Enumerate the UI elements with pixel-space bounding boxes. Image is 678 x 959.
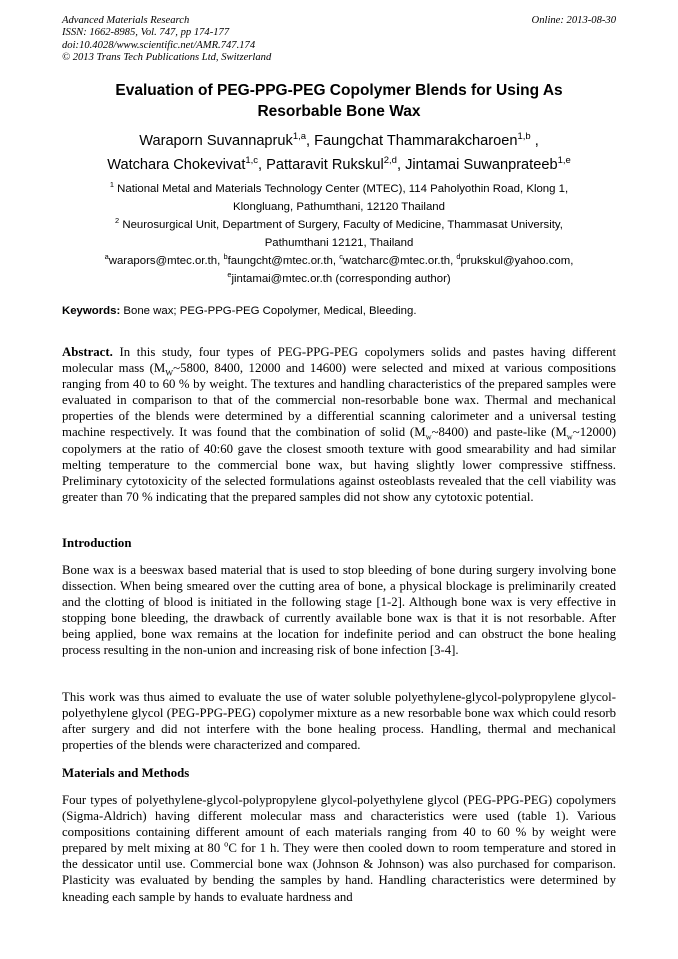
abstract-label: Abstract. <box>62 345 113 359</box>
author-name: Pattaravit Rukskul <box>266 157 384 173</box>
running-header <box>62 15 616 65</box>
author-affiliation-mark: 1,a <box>292 131 307 143</box>
methods-heading: Materials and Methods <box>62 766 190 780</box>
email-d: prukskul@yahoo.com, <box>460 255 574 267</box>
affiliation-2-line-2: Pathumthani 12121, Thailand <box>264 236 414 249</box>
author-name: Jintamai Suwanprateeb <box>405 157 558 173</box>
title-line-1: Evaluation of PEG-PPG-PEG Copolymer Blends for Using As <box>115 82 563 99</box>
emails-line-1 <box>62 253 616 271</box>
author-affiliation-mark: 1,e <box>557 155 571 167</box>
email-mark: c <box>339 252 343 262</box>
affiliation-text: National Metal and Materials Technology Center (MTEC), 114 Paholyothin Road, Klong 1, <box>113 183 569 195</box>
issn-info: ISSN: 1662-8985, Vol. 747, pp 174-177 <box>62 27 230 39</box>
introduction-heading: Introduction <box>62 536 132 550</box>
keywords-text: Bone wax; PEG-PPG-PEG Copolymer, Medical, Bleeding. <box>120 305 417 317</box>
subscript: W <box>165 368 174 378</box>
affiliation-1-line-1 <box>62 181 616 199</box>
author-separator: , <box>306 133 315 149</box>
author-line-1 <box>62 129 616 153</box>
email-mark: a <box>104 252 109 262</box>
author-name: Faungchat Thammarakcharoen <box>314 133 518 149</box>
email-b: faungcht@mtec.or.th, <box>227 255 340 267</box>
doi-info: doi:10.4028/www.scientific.net/AMR.747.174 <box>62 39 256 51</box>
subscript: w <box>425 433 432 443</box>
author-affiliation-mark: 1,c <box>245 155 259 167</box>
affiliation-number: 1 <box>109 180 114 190</box>
abstract-text: ~8400) and paste-like (M <box>431 425 567 440</box>
author-separator: , <box>530 133 539 149</box>
email-mark: d <box>456 252 461 262</box>
methods-text: Four types of polyethylene-glycol-polypropylene glycol-polyethylene glycol (PEG-PPG-PEG) copolymers (Sigma-Aldrich) having different molecular mass and characteristics were used (table 1). Various compositions containing different amount of each materials ranging from 40 to 60 % by weight were prepared by melt mixing at 80 <box>62 793 616 856</box>
affiliation-1 <box>62 181 616 216</box>
keywords <box>62 304 616 319</box>
affiliation-1-line-2: Klongluang, Pathumthani, 12120 Thailand <box>233 200 445 213</box>
abstract-text: ~12000) copolymers at the ratio of 40:60 gave the closest smooth texture with good smearability and had similar melting temperature to the commercial bone wax, but having slightly lower compressive stiffness. Preliminary cytotoxicity of the selected formulations against osteoblasts revealed that the cell viability was greater than 70 % indicating that the prepared samples did not show any cytotoxic potential. <box>62 425 616 504</box>
copyright-info: © 2013 Trans Tech Publications Ltd, Switzerland <box>62 52 272 64</box>
email-mark: b <box>223 252 228 262</box>
email-e: jintamai@mtec.or.th (corresponding author) <box>231 272 451 285</box>
methods-paragraph <box>62 792 616 905</box>
author-separator: , <box>258 157 267 173</box>
abstract-text: In this study, four types of PEG-PPG-PEG copolymers solids and pastes having different molecular mass (M <box>62 345 616 376</box>
author-emails <box>62 253 616 288</box>
emails-line-2 <box>62 271 616 289</box>
journal-name: Advanced Materials Research <box>62 15 190 26</box>
affiliation-2 <box>62 217 616 252</box>
email-mark: e <box>227 269 232 279</box>
affiliation-text: Neurosurgical Unit, Department of Surgery, Faculty of Medicine, Thammasat University, <box>119 219 563 231</box>
affiliation-number: 2 <box>115 216 120 226</box>
author-name: Watchara Chokevivat <box>107 157 246 173</box>
subscript: w <box>566 433 573 443</box>
introduction-paragraph-2: This work was thus aimed to evaluate the use of water soluble polyethylene-glycol-polypropylene glycol-polyethylene glycol (PEG-PPG-PEG) copolymer mixture as a new resorbable bone wax which could resorb after surgery and did not interfere with the bone healing process. Handling, thermal and mechanical properties of the blends were characterized and compared. <box>62 690 616 753</box>
degree-mark: o <box>224 840 229 850</box>
title-line-2: Resorbable Bone Wax <box>257 103 421 120</box>
author-affiliation-mark: 1,b <box>517 131 531 143</box>
author-name: Waraporn Suvannapruk <box>139 133 293 149</box>
author-list <box>62 129 616 177</box>
methods-text: C for 1 h. They were then cooled down to room temperature and stored in the dessicator until use. Commercial bone wax (Johnson & Johnson) was also purchased for comparison. Plasticity was evaluated by bending the samples by hand. Handling characteristics were determined by kneading each sample by hands to evaluate hardness and <box>62 841 616 904</box>
email-a: warapors@mtec.or.th, <box>108 255 224 267</box>
author-affiliation-mark: 2,d <box>383 155 397 167</box>
abstract-paragraph <box>62 344 616 505</box>
paper-title <box>62 80 616 122</box>
introduction-paragraph-1: Bone wax is a beeswax based material that is used to stop bleeding of bone during surgery involving bone dissection. When being smeared over the cutting area of bone, a physical blockage is preliminarily created and the clotting of blood is initiated in the following stage [1-2]. Although bone wax is very effective in stopping bone bleeding, the drawback of currently available bone wax is that it is not resorbable. After being applied, bone wax remains at the location for indefinite period and can obstruct the bone healing process resulting in the non-union and increasing risk of bone infection [3-4]. <box>62 563 616 658</box>
keywords-label: Keywords: <box>62 305 121 317</box>
email-c: watcharc@mtec.or.th, <box>342 255 457 267</box>
author-line-2 <box>62 153 616 177</box>
abstract-text: ~5800, 8400, 12000 and 14600) were selected and mixed at various compositions ranging from 40 to 60 % by weight. The textures and handling characteristics of the prepared samples were evaluated in comparison to that of the commercial non-resorbable bone wax. Thermal and mechanical properties of the blends were determined by a differential scanning calorimeter and a universal testing machine respectively. It was found that the combination of solid (M <box>62 361 616 440</box>
affiliation-2-line-1 <box>62 217 616 235</box>
online-date: Online: 2013-08-30 <box>531 15 616 26</box>
author-separator: , <box>396 157 406 173</box>
